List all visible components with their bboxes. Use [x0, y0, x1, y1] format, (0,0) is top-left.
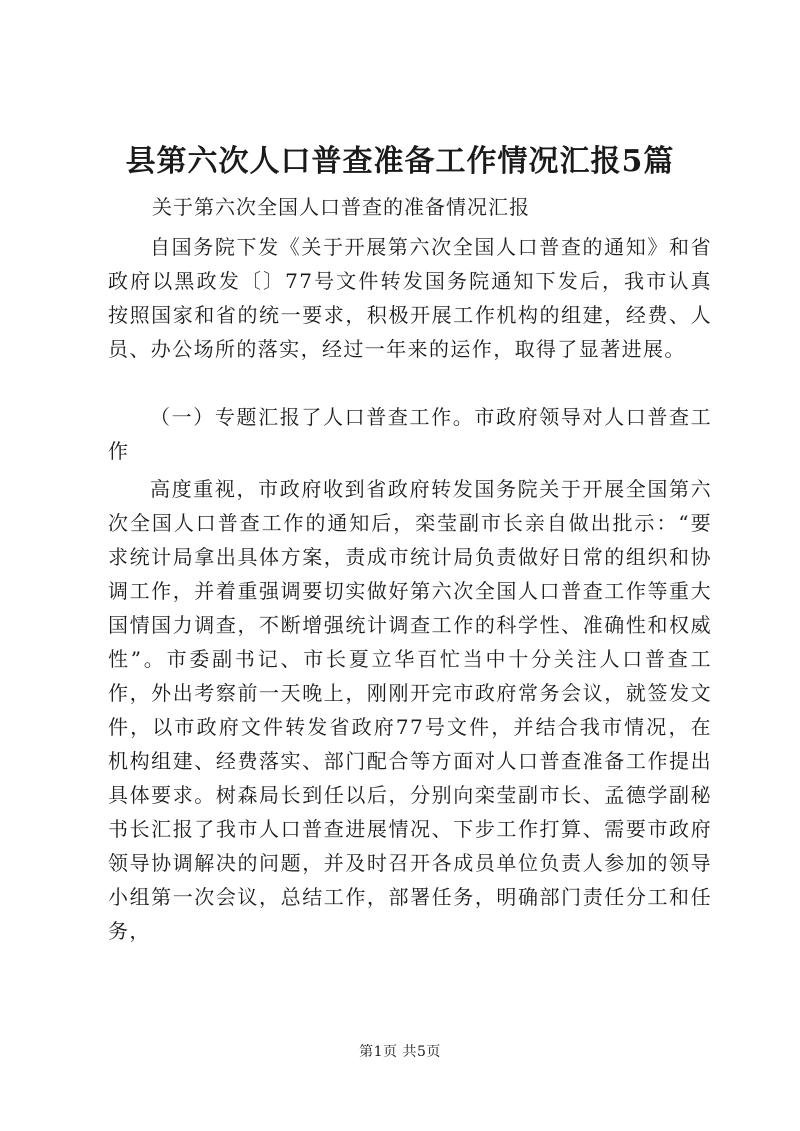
paragraph-block [108, 472, 712, 948]
document-title: 县第六次人口普查准备工作情况汇报5篇 [125, 144, 675, 179]
body-paragraph: 自国务院下发《关于开展第六次全国人口普查的通知》和省政府以黑政发〔〕77号文件转发国务院通知下发后，我市认真按照国家和省的统一要求，积极开展工作机构的组建，经费、人员、办公场所的落实，经过一年来的运作，取得了显著进展。 [108, 235, 712, 361]
body-paragraph: 高度重视，市政府收到省政府转发国务院关于开展全国第六次全国人口普查工作的通知后，栾莹副市长亲自做出批示：“要求统计局拿出具体方案，责成市统计局负责做好日常的组织和协调工作，并着重强调要切实做好第六次全国人口普查工作等重大国情国力调查，不断增强统计调查工作的科学性、准确性和权威性”。市委副书记、市长夏立华百忙当中十分关注人口普查工作，外出考察前一天晚上，刚刚开完市政府常务会议，就签发文件，以市政府文件转发省政府77号文件，并结合我市情况，在机构组建、经费落实、部门配合等方面对人口普查准备工作提出具体要求。树森局长到任以后，分别向栾莹副市长、孟德学副秘书长汇报了我市人口普查进展情况、下步工作打算、需要市政府领导协调解决的问题，并及时召开各成员单位负责人参加的领导小组第一次会议，总结工作，部署任务，明确部门责任分工和任务， [108, 477, 712, 943]
paragraph-block [108, 230, 712, 366]
document-subtitle: 关于第六次全国人口普查的准备情况汇报 [152, 195, 530, 219]
paragraph-block [108, 400, 712, 468]
body-paragraph: （一）专题汇报了人口普查工作。市政府领导对人口普查工作 [108, 405, 712, 463]
page-footer: 第1页 共5页 [359, 1044, 441, 1060]
